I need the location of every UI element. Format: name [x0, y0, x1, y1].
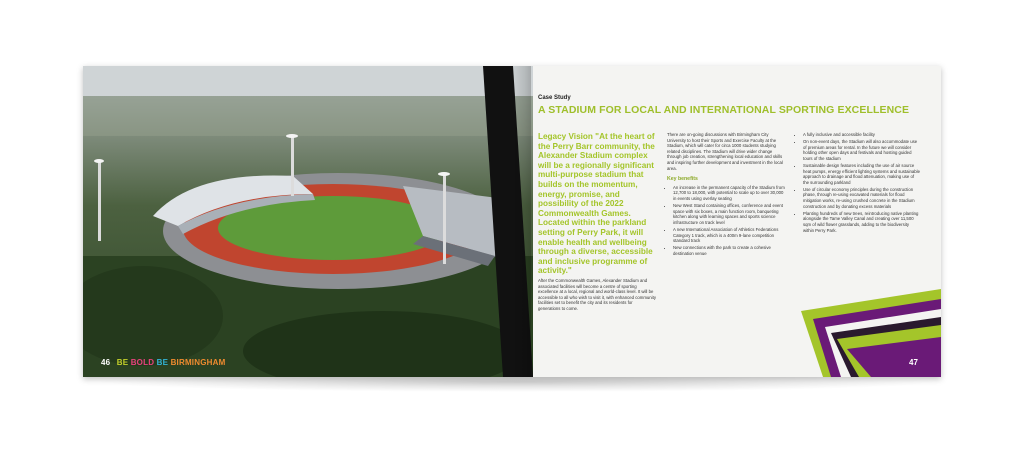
column-middle: [667, 132, 787, 258]
slogan-word: BOLD: [130, 358, 155, 367]
discussions-paragraph: There are on-going discussions with Birmingham City University to host their Sports and Exercise Faculty at the Stadium, which will cater for circa 1000 students studying related disciplines. The Stadium will drive wider change through job creation, strengthening local education and skills and inspiring further development and investment in the local area.: [667, 132, 783, 171]
decorative-frame-graphic: [801, 289, 941, 377]
key-benefits-title: Key benefits: [667, 176, 698, 183]
slogan-word: BE: [156, 358, 169, 367]
list-item: • New West Stand containing offices, conference and event space with six boxes, a main function room, banqueting kitchen along with learning spaces and sports science infrastructure on track level: [673, 203, 787, 225]
vision-quote: Legacy Vision "At the heart of the Perry Barr community, the Alexander Stadium complex will be a regionally significant multi-purpose stadium that builds on the momentum, energy, promise, and possibility of the 2022 Commonwealth Games. Located within the parkland setting of Perry Park, it will enable health and wellbeing through a diverse, accessible and inclusive programme of activity.": [538, 132, 655, 276]
list-item: • Use of circular economy principles during the construction phase, through re-using excavated materials for flood mitigation works, re-using crushed concrete in the Stadium construction and by donating excess materials: [803, 187, 921, 209]
more-benefits-list: [797, 132, 921, 233]
spine-black-wedge: [483, 66, 533, 377]
right-page-number: 47: [909, 358, 918, 367]
page-headline: A STADIUM FOR LOCAL AND INTERNATIONAL SPORTING EXCELLENCE: [538, 104, 910, 116]
list-item: • An increase in the permanent capacity of the Stadium from 12,700 to 18,000, with potential to scale up to over 30,000 in events using overlay seating: [673, 185, 787, 202]
stadium-photo: [83, 66, 533, 377]
list-item: • New connections with the park to create a cohesive destination venue: [673, 245, 787, 256]
list-item: • On non-event days, the Stadium will also accommodate use of premium areas for rental. In the future we will consider holding other open days and festivals and hosting guided tours of the stadium: [803, 139, 921, 161]
list-item: • A new International Association of Athletics Federations Category 1 track, which is a 400m 9-lane competition standard track: [673, 227, 787, 244]
left-footer: [101, 358, 225, 367]
column-right: [797, 132, 921, 235]
list-item: • Sustainable design features including the use of air source heat pumps, energy efficient lighting systems and sustainable approach to drainage and flood attenuation, making use of the surrounding parkland: [803, 163, 921, 185]
key-benefits-list: [667, 185, 787, 257]
left-page-number: 46: [101, 358, 111, 367]
slogan-word: BE: [116, 358, 129, 367]
list-item: • Planting hundreds of new trees, reintroducing native planting alongside the Tame Valley Canal and creating over 11,500 sqm of wild flower grasslands, adding to the biodiversity within Perry Park.: [803, 211, 921, 233]
brochure-spread: [83, 66, 941, 377]
section-kicker: Case Study: [538, 95, 571, 101]
slogan-word: BIRMINGHAM: [170, 358, 226, 367]
list-item: • A fully inclusive and accessible facility: [803, 132, 921, 138]
after-games-paragraph: After the Commonwealth Games, Alexander Stadium and associated facilities will become a centre of sporting excellence at a local, regional and world-class level. It will be accessible to all who wish to visit it, with enhanced community facilities set to benefit the city and its residents for generations to come.: [538, 278, 656, 311]
